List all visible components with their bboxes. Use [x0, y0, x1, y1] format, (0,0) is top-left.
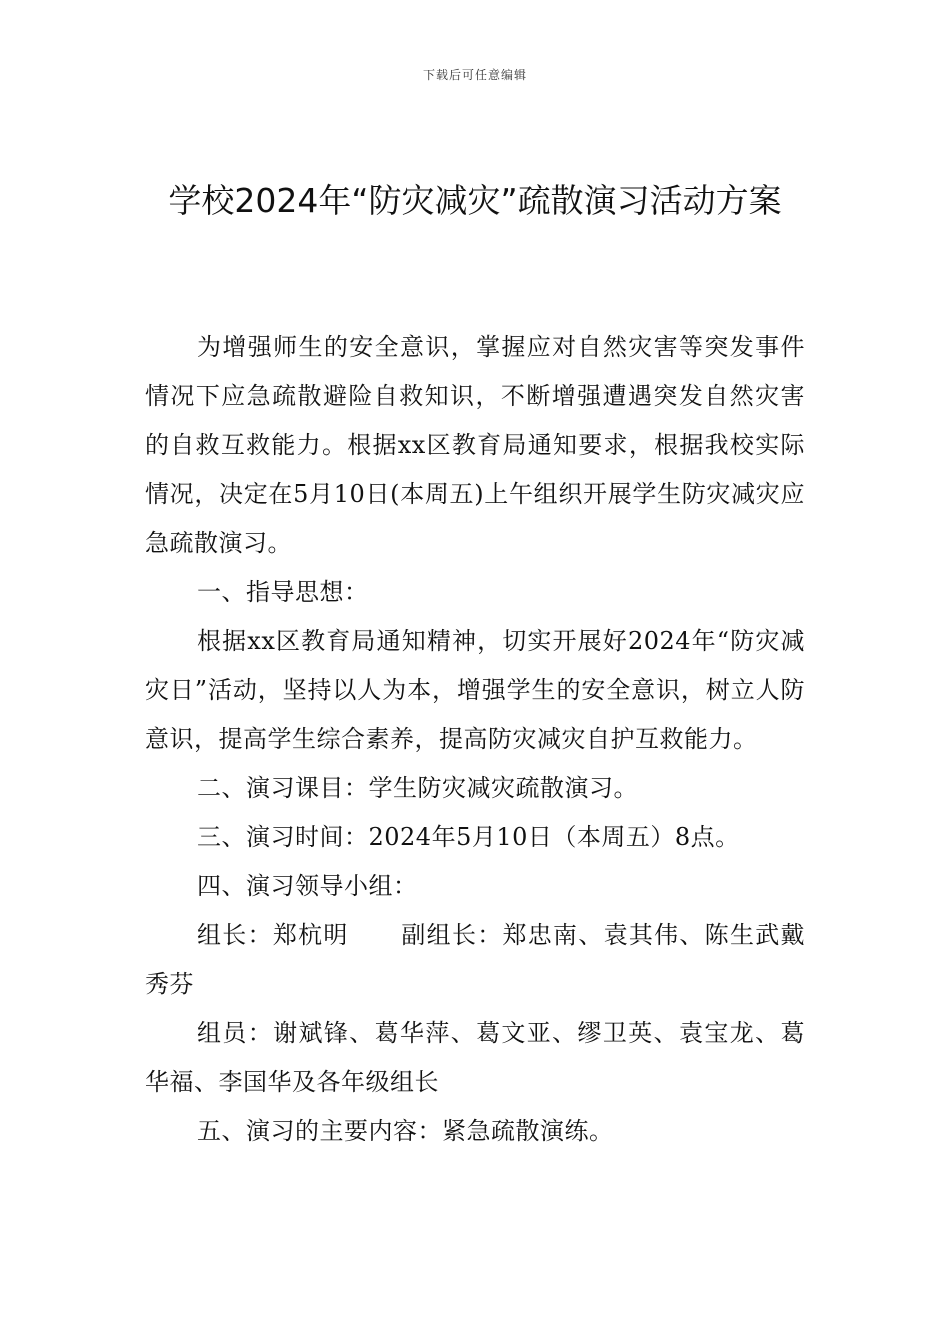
section-1-body: 根据xx区教育局通知精神，切实开展好2024年“防灾减灾日”活动，坚持以人为本，增强学生的安全意识，树立人防意识，提高学生综合素养，提高防灾减灾自护互救能力。	[145, 627, 805, 753]
section-4-heading: 四、演习领导小组：	[197, 872, 418, 900]
page-header-note: 下载后可任意编辑	[422, 68, 527, 82]
leadership-line	[145, 911, 805, 1009]
leader-text: 组长：郑杭明	[197, 921, 349, 949]
vice-leaders-text: 副组长：郑忠南、袁其伟、陈生武戴秀芬	[145, 921, 806, 998]
section-3-line: 三、演习时间：2024年5月10日（本周五）8点。	[197, 823, 740, 851]
section-2-line: 二、演习课目：学生防灾减灾疏散演习。	[197, 774, 638, 802]
document-body	[145, 323, 805, 1156]
section-1-heading: 一、指导思想：	[197, 578, 369, 606]
section-5-line: 五、演习的主要内容：紧急疏散演练。	[197, 1117, 614, 1145]
intro-paragraph: 为增强师生的安全意识，掌握应对自然灾害等突发事件情况下应急疏散避险自救知识，不断增强遭遇突发自然灾害的自救互救能力。根据xx区教育局通知要求，根据我校实际情况，决定在5月10日(本周五)上午组织开展学生防灾减灾应急疏散演习。	[145, 333, 805, 557]
document-title: 学校2024年“防灾减灾”疏散演习活动方案	[168, 181, 782, 220]
members-line: 组员：谢斌锋、葛华萍、葛文亚、缪卫英、袁宝龙、葛华福、李国华及各年级组长	[145, 1019, 805, 1096]
